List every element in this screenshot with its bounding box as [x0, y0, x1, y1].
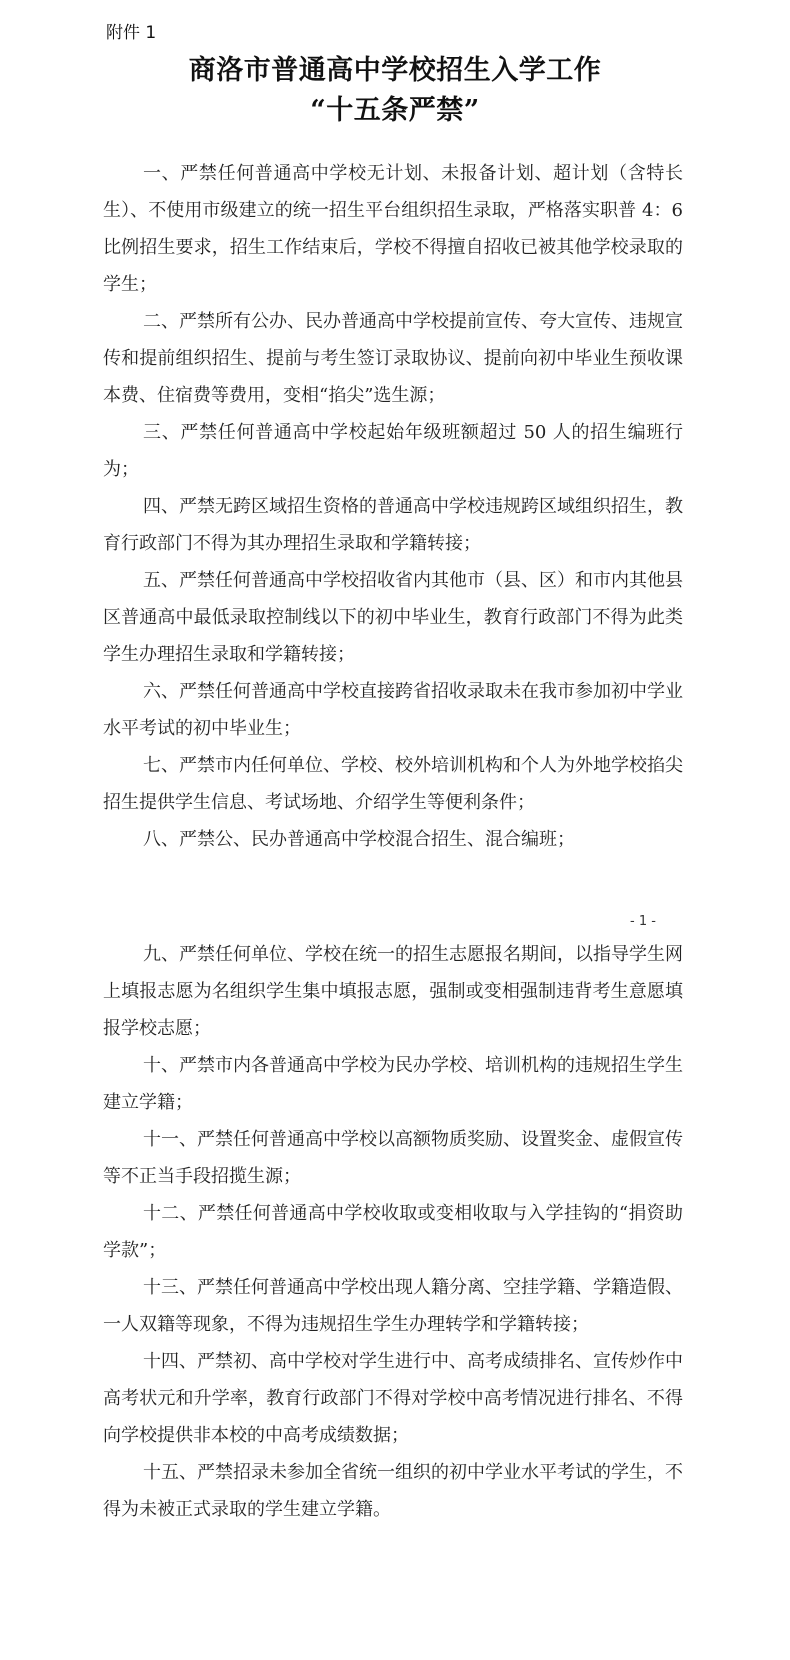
- prohibition-item-11: 十一、严禁任何普通高中学校以高额物质奖励、设置奖金、虚假宣传等不正当手段招揽生源；: [103, 1129, 683, 1187]
- document-title-line-1: 商洛市普通高中学校招生入学工作: [188, 55, 602, 86]
- prohibition-item-8: 八、严禁公、民办普通高中学校混合招生、混合编班；: [143, 829, 575, 850]
- attachment-label: 附件 1: [106, 23, 157, 43]
- prohibition-item-13: 十三、严禁任何普通高中学校出现人籍分离、空挂学籍、学籍造假、一人双籍等现象，不得为违规招生学生办理转学和学籍转接；: [103, 1277, 683, 1335]
- prohibition-item-2: 二、严禁所有公办、民办普通高中学校提前宣传、夸大宣传、违规宣传和提前组织招生、提前与考生签订录取协议、提前向初中毕业生预收课本费、住宿费等费用，变相“掐尖”选生源；: [103, 311, 683, 406]
- prohibition-item-9: 九、严禁任何单位、学校在统一的招生志愿报名期间，以指导学生网上填报志愿为名组织学生集中填报志愿，强制或变相强制违背考生意愿填报学校志愿；: [103, 944, 683, 1039]
- prohibition-item-5: 五、严禁任何普通高中学校招收省内其他市（县、区）和市内其他县区普通高中最低录取控制线以下的初中毕业生，教育行政部门不得为此类学生办理招生录取和学籍转接；: [103, 570, 683, 665]
- document-title-line-2: “十五条严禁”: [310, 95, 480, 126]
- page-number: - 1 -: [630, 914, 656, 929]
- prohibition-item-6: 六、严禁任何普通高中学校直接跨省招收录取未在我市参加初中学业水平考试的初中毕业生；: [103, 681, 683, 739]
- prohibition-item-4: 四、严禁无跨区域招生资格的普通高中学校违规跨区域组织招生，教育行政部门不得为其办理招生录取和学籍转接；: [103, 496, 683, 554]
- prohibition-list-part-2: [103, 936, 683, 1528]
- prohibition-list-part-1: [103, 155, 683, 858]
- prohibition-item-3: 三、严禁任何普通高中学校起始年级班额超过 50 人的招生编班行为；: [103, 422, 683, 480]
- prohibition-item-15: 十五、严禁招录未参加全省统一组织的初中学业水平考试的学生，不得为未被正式录取的学生建立学籍。: [103, 1462, 683, 1520]
- prohibition-item-12: 十二、严禁任何普通高中学校收取或变相收取与入学挂钩的“捐资助学款”；: [103, 1203, 683, 1261]
- prohibition-item-14: 十四、严禁初、高中学校对学生进行中、高考成绩排名、宣传炒作中高考状元和升学率，教育行政部门不得对学校中高考情况进行排名、不得向学校提供非本校的中高考成绩数据；: [103, 1351, 683, 1446]
- prohibition-item-1: 一、严禁任何普通高中学校无计划、未报备计划、超计划（含特长生）、不使用市级建立的统一招生平台组织招生录取，严格落实职普 4：6 比例招生要求，招生工作结束后，学校不得擅自招收已被其他学校录取的学生；: [103, 163, 683, 295]
- prohibition-item-10: 十、严禁市内各普通高中学校为民办学校、培训机构的违规招生学生建立学籍；: [103, 1055, 683, 1113]
- prohibition-item-7: 七、严禁市内任何单位、学校、校外培训机构和个人为外地学校掐尖招生提供学生信息、考试场地、介绍学生等便利条件；: [103, 755, 683, 813]
